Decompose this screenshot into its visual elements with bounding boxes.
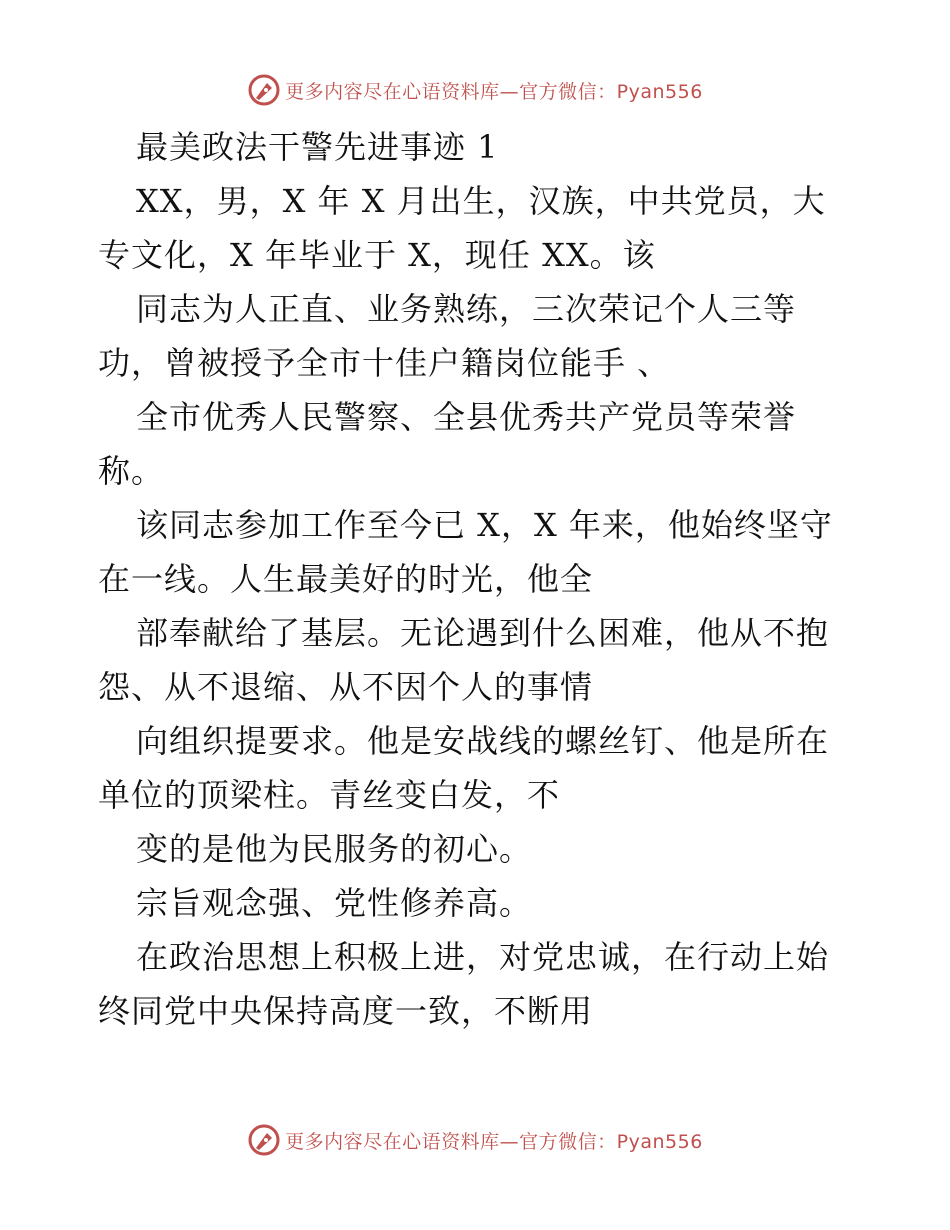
text-line: 该同志参加工作至今已 X，X 年来，他始终坚守	[136, 506, 833, 544]
text-line: 变的是他为民服务的初心。	[136, 830, 533, 868]
text-line: 终同党中央保持高度一致，不断用	[98, 992, 594, 1030]
pen-nib-logo-icon	[247, 73, 281, 107]
text-line: 功，曾被授予全市十佳户籍岗位能手 、	[98, 344, 671, 382]
text-line: 在政治思想上积极上进，对党忠诚，在行动上始	[136, 938, 830, 976]
text-line: XX，男，X 年 X 月出生，汉族，中共党员，大	[136, 182, 826, 220]
wechat-id: Pyan556	[616, 1130, 703, 1153]
banner-text: 更多内容尽在心语资料库—官方微信：Pyan556	[285, 80, 703, 103]
text-line: 同志为人正直、业务熟练，三次荣记个人三等	[136, 290, 797, 328]
text-line: 单位的顶梁柱。青丝变白发，不	[98, 776, 561, 814]
banner-text: 更多内容尽在心语资料库—官方微信：Pyan556	[285, 1130, 703, 1153]
header-watermark-banner	[0, 70, 950, 110]
text-line: 专文化，X 年毕业于 X，现任 XX。该	[98, 236, 656, 274]
text-line: 在一线。人生最美好的时光，他全	[98, 560, 594, 598]
text-line: 怨、从不退缩、从不因个人的事情	[98, 668, 594, 706]
document-body	[98, 120, 858, 1038]
text-line: 称。	[98, 452, 165, 490]
footer-watermark-banner	[0, 1120, 950, 1160]
text-line: 宗旨观念强、党性修养高。	[136, 884, 533, 922]
text-line: 部奉献给了基层。无论遇到什么困难，他从不抱	[136, 614, 830, 652]
text-line: 最美政法干警先进事迹 1	[136, 128, 499, 166]
text-line: 全市优秀人民警察、全县优秀共产党员等荣誉	[136, 398, 797, 436]
pen-nib-logo-icon	[247, 1123, 281, 1157]
wechat-id: Pyan556	[616, 80, 703, 103]
text-line: 向组织提要求。他是安战线的螺丝钉、他是所在	[136, 722, 830, 760]
